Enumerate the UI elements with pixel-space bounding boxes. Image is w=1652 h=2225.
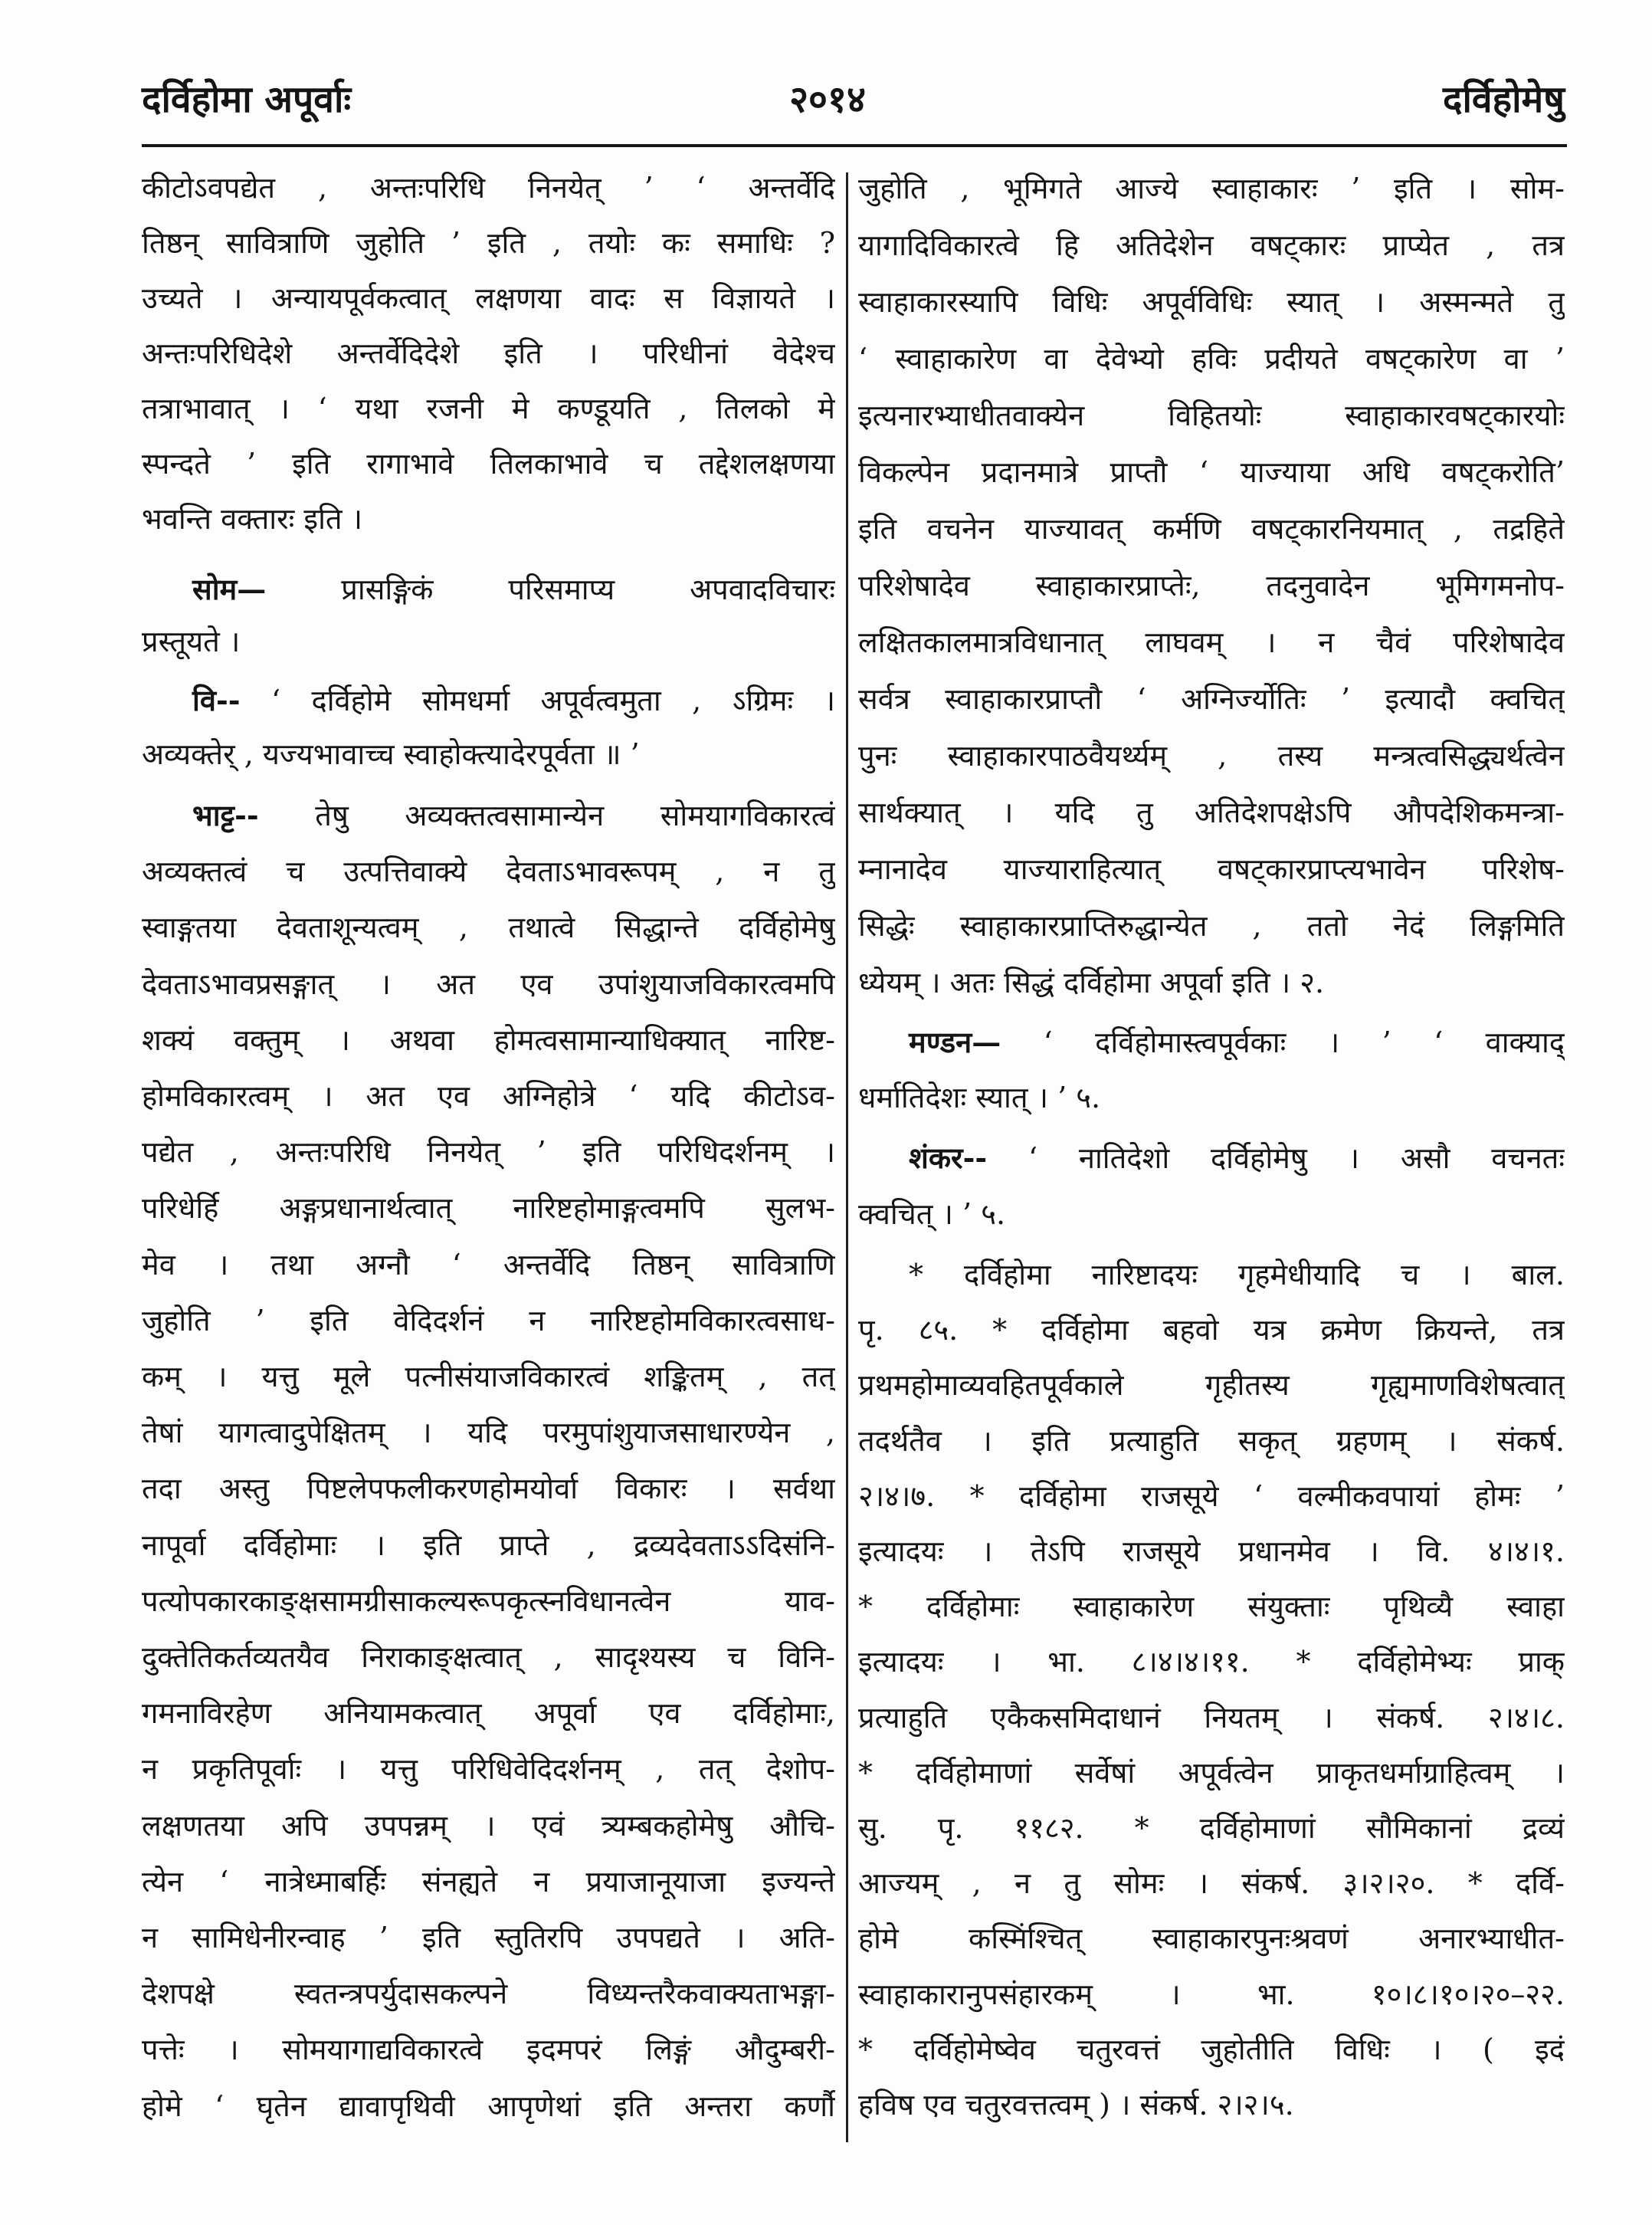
speaker-label: भाट्ट-- [192,798,259,832]
paragraph [142,160,835,546]
text-line: पत्योपकारकाङ्क्षसामग्रीसाकल्यरूपकृत्स्नविधानत्वेन याव- [142,1583,835,1618]
text-line [858,1130,1565,1186]
text-line: इति वचनेन याज्यावत् कर्मणि वषट्कारनियमात् , तद्रहिते [858,512,1565,546]
line-text: ‘ दर्विहोमास्त्वपूर्वकाः । ’ ‘ वाक्याद् [1043,1026,1565,1059]
text-line: विकल्पेन प्रदानमात्रे प्राप्तौ ‘ याज्याया अधि वषट्करोति’ [858,455,1565,489]
text-line: प्रस्तूयते । [142,625,241,658]
text-line: ‘ स्वाहाकारेण वा देवेभ्यो हविः प्रदीयते वषट्कारेण वा ’ [858,342,1565,376]
notes-paragraph [858,1247,1565,2132]
text-line: म्नानादेव याज्याराहित्यात् वषट्कारप्राप्त्यभावेन परिशेष- [858,852,1565,886]
note-line: प्रथमहोमाव्यवहितपूर्वकाले गृहीतस्य गृह्यमाणविशेषत्वात् [858,1368,1565,1403]
text-line: दुक्तेतिकर्तव्यतयैव निराकाङ्क्षत्वात् , सादृश्यस्य च विनि- [142,1640,835,1675]
paragraph [142,674,835,781]
page-number: २०१४ [789,78,866,121]
text-line: नापूर्वा दर्विहोमाः । इति प्राप्ते , द्रव्यदेवताऽऽदिसंनि- [142,1528,835,1562]
text-line [142,674,835,727]
column-divider [846,172,848,2142]
text-line: होमे ‘ घृतेन द्यावापृथिवी आपृणेथां इति अन्तरा कर्णौ [142,2089,835,2123]
text-line: क्वचित् । ’ ५. [858,1197,1006,1231]
note-line: पृ. ८५. * दर्विहोमा बहवो यत्र क्रमेण क्रियन्ते, तत्र [858,1313,1565,1347]
running-head-right: दर्विहोमेषु [1443,78,1565,121]
text-line: शक्यं वक्तुम् । अथवा होमत्वसामान्याधिक्यात् नारिष्ट- [142,1022,835,1057]
speaker-label: वि-- [192,683,241,717]
note-line: सु. पृ. ११८२. * दर्विहोमाणां सौमिकानां द्रव्यं [858,1811,1565,1846]
running-head-left: दर्विहोमा अपूर्वाः [142,78,352,121]
paragraph [858,160,1565,1011]
text-line: भवन्ति वक्तारः इति । [142,502,363,536]
text-line [142,787,835,844]
text-line: अव्यक्तेर् , यज्यभावाच्च स्वाहोक्त्यादेरपूर्वता ॥ ’ [142,737,640,771]
text-line: पद्येत , अन्तःपरिधि निनयेत् ’ इति परिधिदर्शनम् । [142,1135,835,1170]
text-line: न सामिधेनीरन्वाह ’ इति स्तुतिरपि उपपद्यते । अति- [142,1921,835,1955]
text-line: तिष्ठन् सावित्राणि जुहोति ’ इति , तयोः कः समाधिः ? [142,226,835,260]
note-line: इत्यादयः । भा. ८।४।४।११. * दर्विहोमेभ्यः प्राक् [858,1645,1565,1679]
paragraph [142,787,835,2135]
right-column [858,0,1565,2225]
text-line: परिशेषादेव स्वाहाकारप्राप्तेः, तदनुवादेन भूमिगमनोप- [858,569,1565,602]
speaker-label: सोम— [192,572,267,606]
speaker-label: शंकर-- [909,1140,988,1175]
text-line: जुहोति , भूमिगते आज्ये स्वाहाकारः ’ इति । सोम- [858,172,1565,205]
line-text: ‘ नातिदेशो दर्विहोमेषु । असौ वचनतः [1028,1141,1565,1175]
paragraph [858,1015,1565,1125]
note-line: २।४।७. * दर्विहोमा राजसूये ‘ वल्मीकवपायां होमः ’ [858,1478,1565,1513]
text-line: देशपक्षे स्वतन्त्रपर्युदासकल्पने विध्यन्तरैकवाक्यताभङ्गा- [142,1977,835,2011]
text-line: इत्यनारभ्याधीतवाक्येन विहितयोः स्वाहाकारवषट्कारयोः [858,399,1565,432]
text-line [858,1015,1565,1070]
text-line: सर्वत्र स्वाहाकारप्राप्तौ ‘ अग्निर्ज्योतिः ’ इत्यादौ क्वचित् [858,682,1565,716]
note-line: होमे कस्मिंश्चित् स्वाहाकारपुनःश्रवणं अनारभ्याधीत- [858,1921,1565,1956]
note-line: इत्यादयः । तेऽपि राजसूये प्रधानमेव । वि. ४।४।१. [858,1534,1565,1569]
text-line: अव्यक्तत्वं च उत्पत्तिवाक्ये देवताऽभावरूपम् , न तु [142,855,835,889]
text-line: परिधेर्हि अङ्गप्रधानार्थत्वात् नारिष्टहोमाङ्गत्वमपि सुलभ- [142,1191,835,1226]
text-line: उच्यते । अन्यायपूर्वकत्वात् लक्षणया वादः स विज्ञायते । [142,281,835,315]
text-line: स्पन्दते ’ इति रागाभावे तिलकाभावे च तद्देशलक्षणया [142,447,835,481]
text-line: तत्राभावात् । ‘ यथा रजनी मे कण्डूयति , तिलको मे [142,392,835,425]
note-line: प्रत्याहुति एकैकसमिदाधानं नियतम् । संकर्ष. २।४।८. [858,1700,1565,1734]
text-line: जुहोति ’ इति वेदिदर्शनं न नारिष्टहोमविकारत्वसाध- [142,1303,835,1337]
text-line: मेव । तथा अग्नौ ‘ अन्तर्वेदि तिष्ठन् सावित्राणि [142,1247,835,1282]
text-line: कम् । यत्तु मूले पत्नीसंयाजविकारत्वं शङ्कितम् , तत् [142,1360,835,1394]
note-line: आज्यम् , न तु सोमः । संकर्ष. ३।२।२०. * दर्वि- [858,1866,1565,1901]
text-line: पत्तेः । सोमयागाद्यविकारत्वे इदमपरं लिङ्गं औदुम्बरी- [142,2033,835,2067]
text-line: गमनाविरहेण अनियामकत्वात् अपूर्वा एव दर्विहोमाः, [142,1696,835,1731]
line-text: तेषु अव्यक्तत्वसामान्येन सोमयागविकारत्वं [315,799,835,832]
paragraph [142,563,835,668]
text-line: ध्येयम् । अतः सिद्धं दर्विहोमा अपूर्वा इति । २. [858,966,1325,999]
note-line: हविष एव चतुरवत्तत्वम् ) । संकर्ष. २।२।५. [858,2088,1294,2122]
note-line: * दर्विहोमाः स्वाहाकारेण संयुक्ताः पृथिव्यै स्वाहा [858,1590,1565,1624]
line-text: प्रासङ्गिकं परिसमाप्य अपवादविचारः [341,573,835,606]
left-column [142,0,835,2225]
note-line: * दर्विहोमा नारिष्टादयः गृहमेधीयादि च । बाल. [909,1258,1565,1291]
note-line: तदर्थतैव । इति प्रत्याहुति सकृत् ग्रहणम् । संकर्ष. [858,1423,1565,1458]
text-line [142,563,835,615]
text-line: लक्षितकालमात्रविधानात् लाघवम् । न चैवं परिशेषादेव [858,625,1565,659]
text-line: लक्षणतया अपि उपपन्नम् । एवं त्र्यम्बकहोमेषु औचि- [142,1808,835,1843]
text-line: देवताऽभावप्रसङ्गात् । अत एव उपांशुयाजविकारत्वमपि [142,966,835,1001]
paragraph [858,1130,1565,1242]
note-line: * दर्विहोमेष्वेव चतुरवत्तं जुहोतीति विधिः । ( इदं [858,2032,1565,2066]
text-line: स्वाहाकारस्यापि विधिः अपूर्वविधिः स्यात् । अस्मन्मते तु [858,285,1565,319]
text-line: न प्रकृतिपूर्वाः । यत्तु परिधिवेदिदर्शनम् , तत् देशोप- [142,1752,835,1787]
text-line: यागादिविकारत्वे हि अतिदेशेन वषट्कारः प्राप्येत , तत्र [858,228,1565,262]
text-line: सार्थक्यात् । यदि तु अतिदेशपक्षेऽपि औपदेशिकमन्त्रा- [858,796,1565,829]
text-line: तेषां यागत्वादुपेक्षितम् । यदि परमुपांशुयाजसाधारण्येन , [142,1416,835,1450]
note-line: * दर्विहोमाणां सर्वेषां अपूर्वत्वेन प्राकृतधर्माग्राहित्वम् । [858,1755,1565,1790]
line-text: ‘ दर्विहोमे सोमधर्मा अपूर्वत्वमुता , ऽग्रिमः । [270,684,835,717]
text-line: तदा अस्तु पिष्टलेपफलीकरणहोमयोर्वा विकारः । सर्वथा [142,1472,835,1506]
speaker-label: मण्डन— [909,1025,1001,1059]
text-line: धर्मातिदेशः स्यात् । ’ ५. [858,1081,1101,1114]
note-line: स्वाहाकारानुपसंहारकम् । भा. १०।८।१०।२०–२२. [858,1977,1565,2011]
text-line: होमविकारत्वम् । अत एव अग्निहोत्रे ‘ यदि कीटोऽव- [142,1079,835,1114]
text-line: अन्तःपरिधिदेशे अन्तर्वेदिदेशे इति । परिधीनां वेदेश्च [142,336,835,370]
text-line: स्वाङ्गतया देवताशून्यत्वम् , तथात्वे सिद्धान्ते दर्विहोमेषु [142,911,835,945]
text-line: कीटोऽवपद्येत , अन्तःपरिधि निनयेत् ’ ‘ अन्तर्वेदि [142,171,835,205]
text-line: त्येन ‘ नात्रेध्माबर्हिः संनह्यते न प्रयाजानूयाजा इज्यन्ते [142,1864,835,1898]
text-line: पुनः स्वाहाकारपाठवैयर्थ्यम् , तस्य मन्त्रत्वसिद्ध्यर्थत्वेन [858,739,1565,773]
text-line: सिद्धेः स्वाहाकारप्राप्तिरुद्धान्येत , ततो नेदं लिङ्गमिति [858,909,1565,943]
